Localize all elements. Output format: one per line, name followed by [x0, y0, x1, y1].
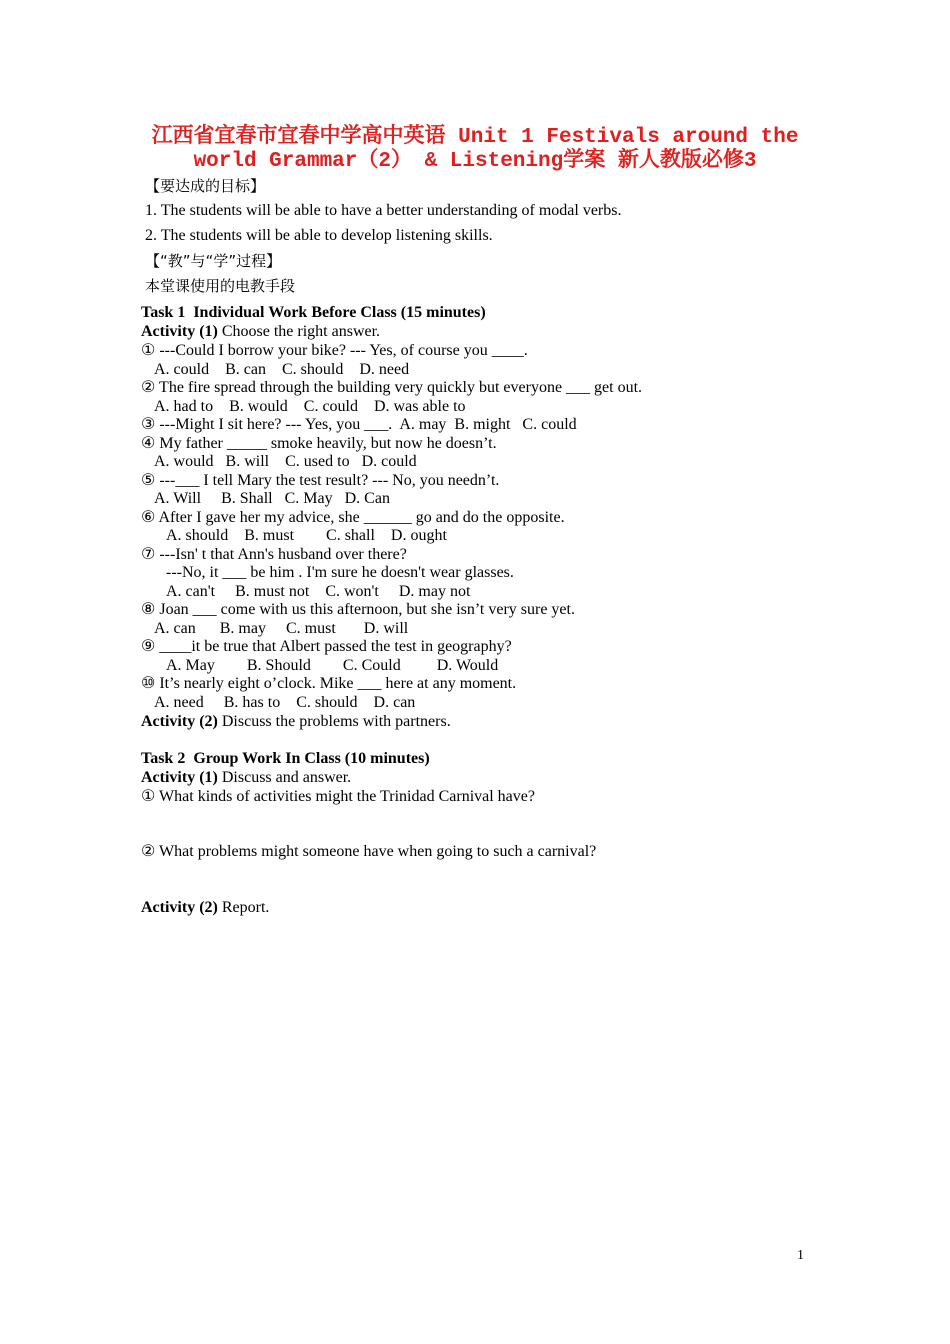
question-line: ⑥ After I gave her my advice, she ______ go and do the opposite. [141, 508, 565, 526]
task2-activity1 [141, 769, 351, 787]
page-number: 1 [797, 1248, 804, 1263]
question-line: ⑦ ---Isn' t that Ann's husband over there? [141, 545, 407, 563]
task2-heading: Task 2 Group Work In Class (10 minutes) [141, 750, 430, 767]
task2-question-2: ② What problems might someone have when going to such a carnival? [141, 843, 597, 860]
task1-activity1 [141, 323, 380, 341]
question-line: ⑩ It’s nearly eight o’clock. Mike ___ here at any moment. [141, 675, 517, 692]
question-line: ② The fire spread through the building very quickly but everyone ___ get out. [141, 379, 643, 396]
question-line: ⑨ ____it be true that Albert passed the test in geography? [141, 638, 512, 655]
answer-options: A. would B. will C. used to D. could [154, 453, 417, 470]
task2-activity2 [141, 899, 269, 917]
question-line: ④ My father _____ smoke heavily, but now he doesn’t. [141, 434, 497, 452]
question-line: ⑧ Joan ___ come with us this afternoon, but she isn’t very sure yet. [141, 601, 575, 618]
activity-text: Discuss and answer. [217, 769, 352, 786]
question-line: ③ ---Might I sit here? --- Yes, you ___. A. may B. might C. could [141, 416, 577, 433]
process-heading: 【“教”与“学”过程】 [145, 252, 282, 270]
answer-options: A. could B. can C. should D. need [154, 360, 410, 378]
answer-options: A. can B. may C. must D. will [154, 619, 409, 637]
answer-options: A. should B. must C. shall D. ought [166, 527, 447, 544]
activity-label: Activity (2) [141, 899, 218, 916]
goal-item-1: 1. The students will be able to have a better understanding of modal verbs. [145, 202, 622, 219]
task1-activity2 [141, 713, 451, 731]
activity-label: Activity (1) [141, 323, 218, 340]
question-line: ⑤ ---___ I tell Mary the test result? --- No, you needn’t. [141, 471, 500, 489]
goal-item-2: 2. The students will be able to develop listening skills. [145, 227, 493, 244]
answer-options: A. need B. has to C. should D. can [154, 693, 416, 711]
activity-text: Discuss the problems with partners. [217, 713, 451, 730]
document-title-line-1: 江西省宜春市宜春中学高中英语 Unit 1 Festivals around the [151, 126, 799, 149]
task2-question-1: ① What kinds of activities might the Trinidad Carnival have? [141, 788, 535, 805]
answer-options: A. had to B. would C. could D. was able to [154, 397, 466, 415]
media-line: 本堂课使用的电教手段 [145, 277, 296, 295]
answer-options: A. Will B. Shall C. May D. Can [154, 490, 390, 507]
activity-label: Activity (1) [141, 769, 218, 786]
answer-options: A. can't B. must not C. won't D. may not [166, 582, 471, 600]
activity-text: Choose the right answer. [217, 323, 381, 340]
question-line: ① ---Could I borrow your bike? --- Yes, of course you ____. [141, 342, 528, 359]
goals-heading: 【要达成的目标】 [145, 177, 266, 195]
task1-heading: Task 1 Individual Work Before Class (15 minutes) [141, 304, 486, 321]
activity-text: Report. [217, 899, 270, 916]
answer-options: ---No, it ___ be him . I'm sure he doesn't wear glasses. [166, 564, 514, 581]
answer-options: A. May B. Should C. Could D. Would [166, 656, 499, 674]
activity-label: Activity (2) [141, 713, 218, 730]
document-title-line-2: world Grammar（2） & Listening学案 新人教版必修3 [193, 150, 757, 173]
